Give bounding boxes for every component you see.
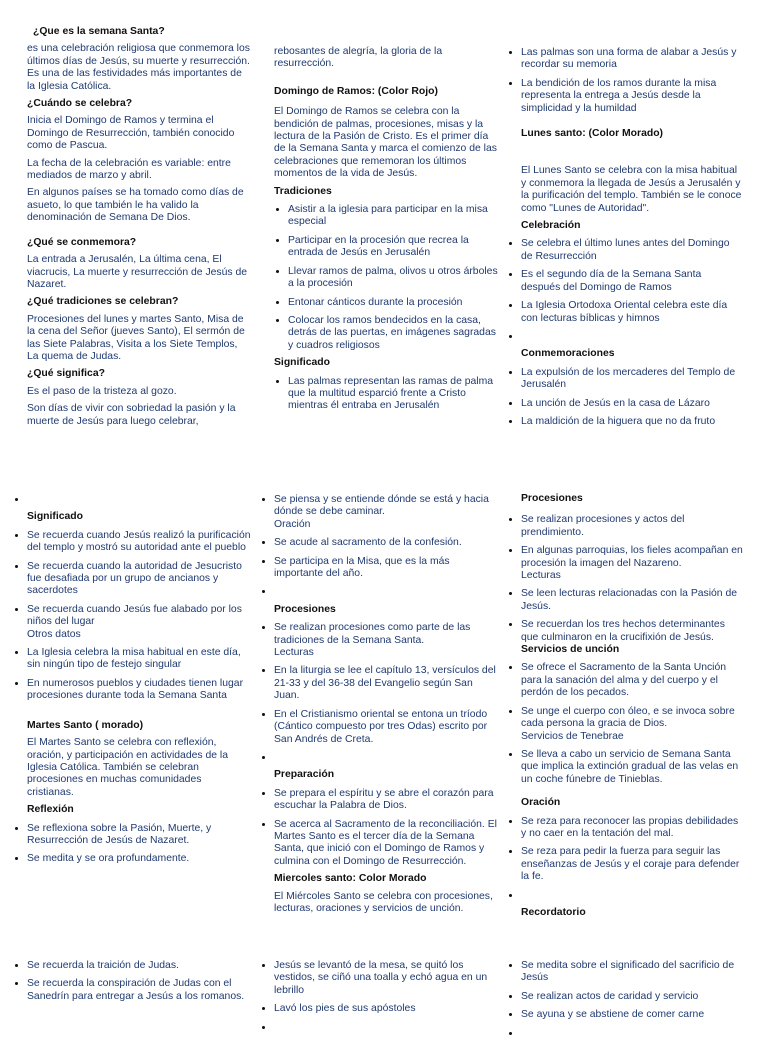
- row2-col3: [507, 493, 745, 924]
- list-item-text: Se piensa y se entiende dónde se está y hacia dónde se debe caminar.: [274, 494, 489, 518]
- paragraph-cuando-2: La fecha de la celebración es variable: entre mediados de marzo y abril.: [27, 157, 231, 182]
- list-item: • La unción de Jesús en la casa de Lázaro: [521, 397, 742, 410]
- list-item: • Lavó los pies de sus apóstoles: [274, 1002, 498, 1015]
- list-item: • En numerosos pueblos y ciudades tienen lugar procesiones durante toda la Semana Santa: [27, 677, 251, 703]
- list-item: • Se recuerda cuando la autoridad de Jesucristo fue desafiada por un grupo de ancianos y sacerdotes: [27, 560, 251, 598]
- row1-col2: [274, 46, 498, 418]
- label-servicios-tenebrae: Servicios de Tenebrae: [521, 730, 624, 742]
- list-tradiciones-ramos: [274, 203, 498, 352]
- heading-martes-santo: Martes Santo ( morado): [27, 719, 144, 731]
- heading-miercoles-santo: Miercoles santo: Color Morado: [274, 873, 427, 885]
- label-otros-datos: Otros datos: [27, 628, 81, 640]
- list-item-text: Se recuerdan los tres hechos determinantes que culminaron en la crucifixión de Jesús.: [521, 619, 725, 643]
- list-item: • Se recuerda cuando Jesús realizó la purificación del templo y mostró su autoridad ante el pueblo: [27, 529, 251, 555]
- heading-domingo-ramos: Domingo de Ramos: (Color Rojo): [274, 85, 438, 97]
- heading-significado-lunes: Significado: [27, 511, 83, 523]
- list-item: • Jesús se levantó de la mesa, se quitó los vestidos, se ciñó una toalla y echó agua en un lebrillo: [274, 959, 498, 997]
- heading-que-es: ¿Que es la semana Santa?: [33, 26, 165, 37]
- paragraph-lunes-santo: El Lunes Santo se celebra con la misa habitual y conmemora la llegada de Jesús a Jerusalén y la purificación del templo. También se le conoce como "Lunes de Autoridad".: [521, 165, 742, 214]
- list-item: • Se leen lecturas relacionadas con la Pasión de Jesús.: [521, 587, 745, 613]
- list-item: • La Iglesia celebra la misa habitual en este día, sin ningún tipo de festejo singular: [27, 646, 251, 672]
- list-item: • Se medita y se ora profundamente.: [27, 852, 251, 865]
- list-item: [274, 493, 498, 531]
- heading-preparacion: Preparación: [274, 769, 335, 781]
- list-item: [521, 618, 745, 656]
- list-item: [521, 330, 742, 343]
- heading-tradiciones: ¿Qué tradiciones se celebran?: [27, 296, 179, 308]
- heading-significado-ramos: Significado: [274, 357, 330, 369]
- paragraph-domingo-ramos: El Domingo de Ramos se celebra con la bendición de palmas, procesiones, misas y la lectura de la Pasión de Cristo. Es el primer día de la Semana Santa y marca el comienzo de las celebraciones que rememoran los últimos momentos de la vida de Jesús.: [274, 106, 497, 180]
- list-item: • Asistir a la iglesia para participar en la misa especial: [288, 203, 498, 229]
- heading-oracion: Oración: [521, 797, 561, 809]
- paragraph-que-es: es una celebración religiosa que conmemora los últimos días de Jesús, su muerte y resurrección. Es una de las festividades más importantes de la Iglesia Católica.: [27, 43, 250, 92]
- list-celebracion: [507, 237, 742, 343]
- list-item: • Colocar los ramos bendecidos en la casa, detrás de las puertas, en imágenes sagradas y cuadros religiosos: [288, 314, 498, 352]
- list-item: • Participar en la procesión que recrea la entrada de Jesús en Jerusalén: [288, 234, 498, 260]
- list-item: • Las palmas son una forma de alabar a Jesús y recordar su memoria: [521, 46, 742, 72]
- list-item: • La Iglesia Ortodoxa Oriental celebra este día con lecturas bíblicas y himnos: [521, 299, 742, 325]
- list-item: • Se medita sobre el significado del sacrificio de Jesús: [521, 959, 745, 985]
- list-item: [27, 603, 251, 641]
- list-item: • Se participa en la Misa, que es la más importante del año.: [274, 555, 498, 581]
- label-lecturas: Lecturas: [274, 647, 314, 659]
- list-item: • Se reza para pedir la fuerza para seguir las enseñanzas de Jesús y el coraje para defender la fe.: [521, 845, 745, 883]
- paragraph-cuando-1: Inicia el Domingo de Ramos y termina el Domingo de Resurrección, también conocido como de Pascua.: [27, 115, 235, 152]
- row1-col3: [507, 46, 742, 433]
- list-item: [274, 585, 498, 598]
- heading-lunes-santo: Lunes santo: (Color Morado): [521, 128, 663, 140]
- list-item: [274, 1021, 498, 1034]
- heading-procesiones-miercoles: Procesiones: [521, 493, 583, 504]
- list-item-text: Se recuerda cuando Jesús fue alabado por los niños del lugar: [27, 603, 242, 628]
- list-item: • Se prepara el espíritu y se abre el corazón para escuchar la Palabra de Dios.: [274, 787, 498, 813]
- list-item-text: En algunas parroquias, los fieles acompañan en procesión la imagen del Nazareno.: [521, 545, 743, 569]
- list-item: • Se recuerda la traición de Judas.: [27, 959, 251, 972]
- list-oracion: [507, 815, 745, 902]
- list-item: • Se acude al sacramento de la confesión.: [274, 536, 498, 549]
- list-palmas: [507, 46, 742, 115]
- list-lavatorio: [260, 959, 498, 1034]
- row3-col2: [260, 959, 498, 1039]
- heading-tradiciones-ramos: Tradiciones: [274, 185, 332, 197]
- list-procesiones-miercoles: [507, 513, 745, 656]
- heading-recordatorio: Recordatorio: [521, 906, 586, 918]
- row2-col1: [13, 493, 251, 871]
- list-sacrificio: [507, 959, 745, 1040]
- list-item: [521, 1027, 745, 1040]
- list-empty-bullet: [13, 493, 251, 506]
- paragraph-tradiciones: Procesiones del lunes y martes Santo, Misa de la cena del Señor (jueves Santo), El sermón de las Siete Palabras, Visita a los Siete Templos, La quema de Judas.: [27, 313, 245, 362]
- list-item: [521, 544, 745, 582]
- list-significado-lunes: [13, 529, 251, 703]
- list-preparacion: [260, 787, 498, 868]
- heading-cuando: ¿Cuándo se celebra?: [27, 98, 133, 110]
- list-item: • En la liturgia se lee el capítulo 13, versículos del 21-33 y del 36-38 del Evangelio según San Juan.: [274, 664, 498, 702]
- heading-celebracion: Celebración: [521, 220, 581, 232]
- row1-col1: [27, 26, 251, 433]
- list-item: [27, 493, 251, 506]
- list-item: [274, 621, 498, 659]
- heading-procesiones-martes: Procesiones: [274, 603, 336, 615]
- list-item: • Se acerca al Sacramento de la reconciliación. El Martes Santo es el tercer día de la Semana Santa, que inició con el Domingo de Ramos y culmina con el Domingo de Resurrección.: [274, 818, 498, 869]
- label-oracion: Oración: [274, 518, 311, 530]
- list-item: • Se realizan procesiones y actos del prendimiento.: [521, 513, 745, 539]
- paragraph-significa-2: Son días de vivir con sobriedad la pasión y la muerte de Jesús para luego celebrar,: [27, 403, 236, 427]
- list-item: • Se ayuna y se abstiene de comer carne: [521, 1008, 745, 1021]
- row3-col1: [13, 959, 251, 1008]
- list-item: • Se ofrece el Sacramento de la Santa Unción para la sanación del alma y del cuerpo y el perdón de los pecados.: [521, 661, 745, 699]
- paragraph-martes-santo: El Martes Santo se celebra con reflexión, oración, y participación en actividades de la Iglesia Católica. También se celebran procesiones en muchas comunidades cristianas.: [27, 737, 229, 798]
- paragraph-significa-1: Es el paso de la tristeza al gozo.: [27, 385, 177, 397]
- list-reflexion: [13, 822, 251, 866]
- row3-col3: [507, 959, 745, 1045]
- list-item: • Se reflexiona sobre la Pasión, Muerte, y Resurrección de Jesús de Nazaret.: [27, 822, 251, 848]
- list-item: • La bendición de los ramos durante la misa representa la entrega a Jesús desde la simplicidad y la humildad: [521, 77, 742, 115]
- list-item: [521, 705, 745, 743]
- list-piensa: [260, 493, 498, 599]
- paragraph-continuation: rebosantes de alegría, la gloria de la resurrección.: [274, 46, 443, 70]
- row2-col2: [260, 493, 498, 920]
- list-item-text: Se realizan procesiones como parte de las tradiciones de la Semana Santa.: [274, 622, 471, 646]
- list-item: • Se recuerda la conspiración de Judas con el Sanedrín para entregar a Jesús a los romanos.: [27, 977, 251, 1003]
- list-item: • Se reza para reconocer las propias debilidades y no caer en la tentación del mal.: [521, 815, 745, 841]
- list-item: [274, 751, 498, 764]
- list-item: • Se realizan actos de caridad y servicio: [521, 990, 745, 1003]
- list-item: • Entonar cánticos durante la procesión: [288, 296, 498, 309]
- list-item: • Llevar ramos de palma, olivos u otros árboles a la procesión: [288, 265, 498, 291]
- paragraph-conmemora: La entrada a Jerusalén, La última cena, El viacrucis, La muerte y resurrección de Jesús de Nazaret.: [27, 254, 248, 290]
- heading-servicios-uncion: Servicios de unción: [521, 644, 620, 656]
- list-item: • En el Cristianismo oriental se entona un tríodo (Cántico compuesto por tres Odas) escrito por San Andrés de Creta.: [274, 708, 498, 746]
- list-significado-ramos: [274, 375, 498, 413]
- list-item: • Se celebra el último lunes antes del Domingo de Resurrección: [521, 237, 742, 263]
- list-judas: [13, 959, 251, 1003]
- heading-conmemora: ¿Qué se conmemora?: [27, 236, 137, 248]
- list-procesiones-martes: [260, 621, 498, 764]
- heading-conmemoraciones: Conmemoraciones: [521, 348, 615, 360]
- paragraph-miercoles-santo: El Miércoles Santo se celebra con procesiones, lecturas, oraciones y servicios de unción.: [274, 890, 493, 914]
- list-item: • La expulsión de los mercaderes del Templo de Jerusalén: [521, 366, 742, 392]
- list-servicios-uncion: [507, 661, 745, 786]
- list-item: • Es el segundo día de la Semana Santa después del Domingo de Ramos: [521, 268, 742, 294]
- list-item: [521, 889, 745, 902]
- list-item-text: Se unge el cuerpo con óleo, e se invoca sobre cada persona la gracia de Dios.: [521, 705, 735, 730]
- list-item: • Las palmas representan las ramas de palma que la multitud esparció frente a Cristo mientras él entraba en Jerusalén: [288, 375, 498, 413]
- list-item: • La maldición de la higuera que no da fruto: [521, 415, 742, 428]
- heading-significa: ¿Qué significa?: [27, 368, 105, 380]
- label-lecturas: Lecturas: [521, 570, 561, 582]
- heading-reflexion: Reflexión: [27, 804, 74, 816]
- list-conmemoraciones: [507, 366, 742, 429]
- paragraph-cuando-3: En algunos países se ha tomado como días de asueto, lo que también le ha valido la denominación de Semana De Dios.: [27, 187, 244, 224]
- list-item: • Se lleva a cabo un servicio de Semana Santa que implica la extinción gradual de las velas en un coche fúnebre de Tinieblas.: [521, 748, 745, 786]
